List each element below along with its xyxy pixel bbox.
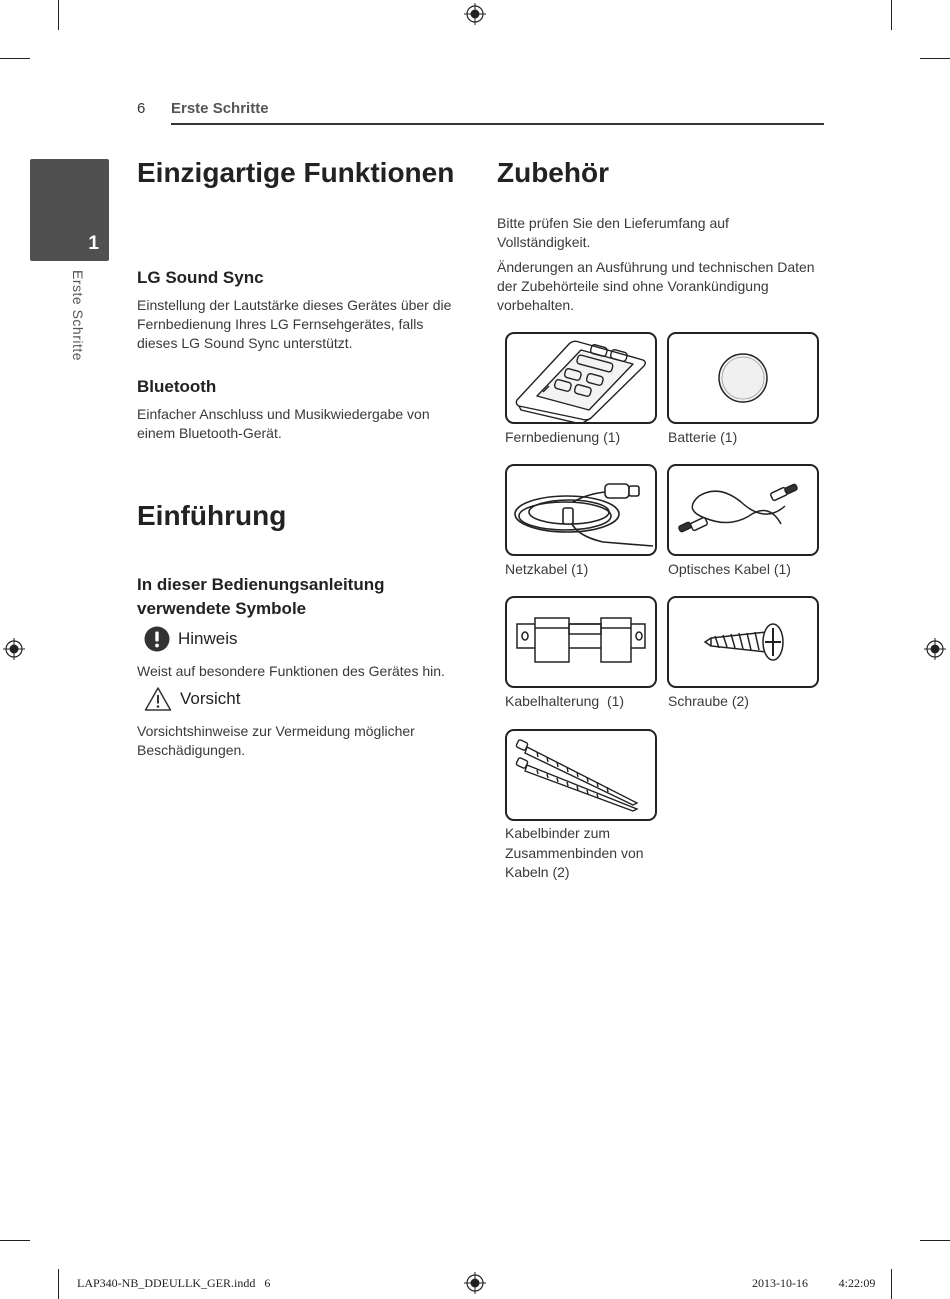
chapter-tab: [30, 159, 109, 261]
accessory-label-cable-holder: Kabelhalterung (1): [505, 693, 625, 709]
accessory-box-remote: [505, 332, 657, 424]
crop-mark: [891, 1269, 892, 1299]
note-heading: [144, 626, 238, 652]
note-label: Hinweis: [178, 629, 238, 648]
accessory-label-remote: Fernbedienung (1): [505, 429, 621, 445]
feature-text-bluetooth: Einfacher Anschluss und Musikwiedergabe von einem Bluetooth-Gerät.: [137, 406, 430, 441]
footer-file-info: LAP340-NB_DDEULLK_GER.indd 6: [77, 1276, 271, 1290]
cable-holder-icon: [507, 598, 655, 686]
registration-mark-icon: [924, 638, 946, 660]
features-title: Einzigartige Funktionen: [137, 157, 455, 188]
chapter-number: 1: [88, 233, 99, 254]
crop-mark: [58, 1269, 59, 1299]
accessory-label-cable-tie: Kabelbinder zum Zusammenbinden von Kabeln (2): [505, 825, 644, 880]
screw-icon: [669, 598, 817, 686]
running-head: Erste Schritte: [171, 100, 269, 117]
accessory-box-optical-cable: [667, 464, 819, 556]
accessories-title: Zubehör: [497, 157, 609, 188]
accessory-label-battery: Batterie (1): [668, 429, 738, 445]
intro-title: Einführung: [137, 500, 287, 531]
feature-text-lg-sound-sync: Einstellung der Lautstärke dieses Gerätes über die Fernbedienung Ihres LG Fernsehgerätes, falls dieses LG Sound Sync unterstützt.: [137, 297, 452, 351]
accessory-label-optical-cable: Optisches Kabel (1): [668, 561, 791, 577]
cable-tie-icon: [507, 731, 655, 819]
note-text: Weist auf besondere Funktionen des Gerätes hin.: [137, 663, 445, 679]
accessory-box-cable-tie: [505, 729, 657, 821]
accessory-box-battery: [667, 332, 819, 424]
crop-mark: [920, 1240, 950, 1241]
crop-mark: [920, 58, 950, 59]
chapter-side-label: Erste Schritte: [70, 270, 86, 362]
page-number: 6: [137, 100, 146, 117]
power-cable-icon: [507, 466, 655, 554]
registration-mark-icon: [464, 1272, 486, 1294]
accessory-label-power-cable: Netzkabel (1): [505, 561, 589, 577]
symbols-title: In dieser Bedienungsanleitung verwendete Symbole: [137, 575, 385, 618]
accessory-box-power-cable: [505, 464, 657, 556]
feature-title-bluetooth: Bluetooth: [137, 377, 217, 396]
caution-heading: [144, 686, 240, 712]
registration-mark-icon: [464, 3, 486, 25]
accessories-intro-2: Änderungen an Ausführung und technischen Daten der Zubehörteile sind ohne Vorankündigung vorbehalten.: [497, 259, 815, 313]
crop-mark: [0, 1240, 30, 1241]
footer-timestamp: 2013-10-16 ￿￿ 4:22:09: [752, 1276, 876, 1290]
accessory-label-screw: Schraube (2): [668, 693, 749, 709]
accessories-intro-1: Bitte prüfen Sie den Lieferumfang auf Vollständigkeit.: [497, 215, 729, 250]
accessory-box-screw: [667, 596, 819, 688]
crop-mark: [891, 0, 892, 30]
crop-mark: [58, 0, 59, 30]
exclamation-icon: [144, 626, 170, 652]
feature-title-lg-sound-sync: LG Sound Sync: [137, 268, 264, 287]
accessory-box-cable-holder: [505, 596, 657, 688]
caution-label: Vorsicht: [180, 689, 241, 708]
warning-triangle-icon: [144, 686, 172, 712]
header-rule: [171, 123, 824, 125]
battery-icon: [669, 334, 817, 422]
remote-control-icon: [507, 334, 655, 422]
registration-mark-icon: [3, 638, 25, 660]
crop-mark: [0, 58, 30, 59]
caution-text: Vorsichtshinweise zur Vermeidung möglicher Beschädigungen.: [137, 723, 415, 758]
optical-cable-icon: [669, 466, 817, 554]
